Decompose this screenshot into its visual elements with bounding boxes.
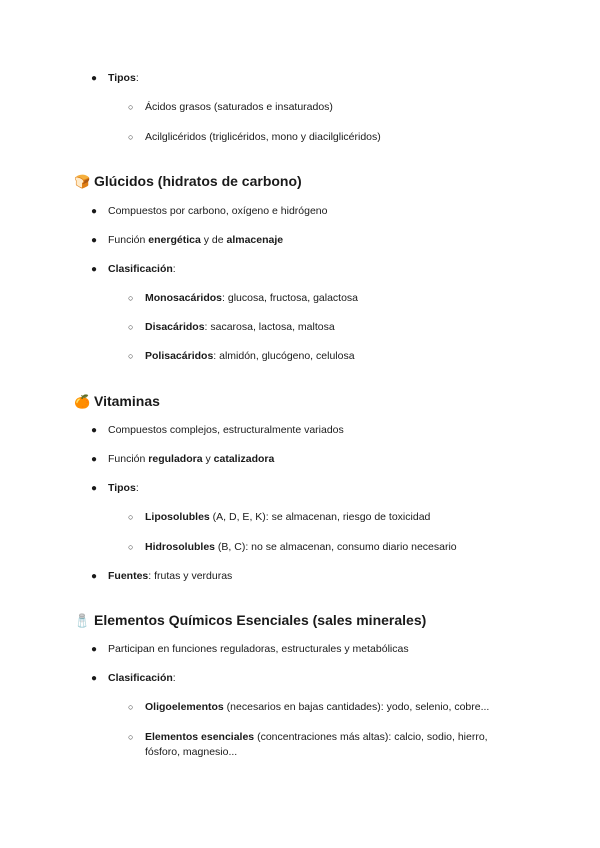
list-item bbox=[108, 233, 283, 248]
list-item: Compuestos por carbono, oxígeno e hidrógeno bbox=[108, 205, 328, 217]
bold-term: reguladora bbox=[148, 453, 203, 465]
sub-item bbox=[145, 700, 489, 715]
list-item-colon: : bbox=[172, 672, 176, 684]
section-heading-elementos bbox=[74, 611, 426, 630]
list-item-label: Clasificación bbox=[108, 263, 173, 275]
sub-item bbox=[145, 320, 335, 335]
sub-item: Acilglicéridos (triglicéridos, mono y diacilglicéridos) bbox=[145, 131, 381, 143]
text-segment: y bbox=[202, 453, 214, 465]
list-item bbox=[108, 262, 176, 277]
list-item bbox=[108, 452, 274, 467]
bold-term: Disacáridos bbox=[145, 321, 205, 333]
bold-term: almacenaje bbox=[226, 234, 284, 246]
sub-item bbox=[145, 510, 430, 525]
sub-item bbox=[145, 540, 457, 555]
bullet-circle: ○ bbox=[128, 322, 134, 332]
bullet-disc: ● bbox=[91, 206, 98, 217]
text-segment: (concentraciones más altas): calcio, sodio, hierro, bbox=[254, 731, 488, 743]
bullet-circle: ○ bbox=[128, 132, 134, 142]
list-item-colon: : bbox=[135, 482, 139, 494]
bullet-circle: ○ bbox=[128, 293, 134, 303]
bold-term: Liposolubles bbox=[145, 511, 210, 523]
text-segment: : sacarosa, lactosa, maltosa bbox=[204, 321, 335, 333]
text-segment: : almidón, glucógeno, celulosa bbox=[213, 350, 355, 362]
text-segment: (A, D, E, K): se almacenan, riesgo de toxicidad bbox=[209, 511, 431, 523]
bread-icon: 🍞 bbox=[74, 174, 91, 189]
bold-term: Oligoelementos bbox=[145, 701, 224, 713]
bold-term: Polisacáridos bbox=[145, 350, 214, 362]
bullet-disc: ● bbox=[91, 571, 98, 582]
list-item bbox=[108, 671, 176, 686]
bullet-circle: ○ bbox=[128, 512, 134, 522]
section-title: Glúcidos (hidratos de carbono) bbox=[94, 173, 302, 189]
list-item-label: Tipos bbox=[108, 482, 136, 494]
text-segment: (B, C): no se almacenan, consumo diario necesario bbox=[215, 541, 457, 553]
sub-item bbox=[145, 349, 355, 364]
bullet-disc: ● bbox=[91, 483, 98, 494]
bullet-disc: ● bbox=[91, 673, 98, 684]
list-item-colon: : bbox=[135, 72, 139, 84]
bullet-disc: ● bbox=[91, 73, 98, 84]
bullet-circle: ○ bbox=[128, 102, 134, 112]
bold-term: Hidrosolubles bbox=[145, 541, 216, 553]
bold-term: catalizadora bbox=[213, 453, 275, 465]
list-item-label: Tipos bbox=[108, 72, 136, 84]
bullet-disc: ● bbox=[91, 644, 98, 655]
text-segment: Función bbox=[108, 234, 149, 246]
text-segment: Función bbox=[108, 453, 149, 465]
bullet-circle: ○ bbox=[128, 732, 134, 742]
bold-term: Fuentes bbox=[108, 570, 149, 582]
bullet-circle: ○ bbox=[128, 351, 134, 361]
list-item-colon: : bbox=[172, 263, 176, 275]
bullet-disc: ● bbox=[91, 454, 98, 465]
section-heading-vitaminas bbox=[74, 392, 160, 411]
text-segment: : frutas y verduras bbox=[148, 570, 233, 582]
section-title: Elementos Químicos Esenciales (sales minerales) bbox=[94, 612, 427, 628]
section-title: Vitaminas bbox=[94, 393, 160, 409]
text-segment: : glucosa, fructosa, galactosa bbox=[222, 292, 359, 304]
bullet-circle: ○ bbox=[128, 542, 134, 552]
bullet-disc: ● bbox=[91, 235, 98, 246]
sub-item: Ácidos grasos (saturados e insaturados) bbox=[145, 101, 333, 113]
list-item bbox=[108, 569, 232, 584]
bold-term: energética bbox=[148, 234, 201, 246]
list-item: Participan en funciones reguladoras, estructurales y metabólicas bbox=[108, 643, 409, 655]
text-segment: (necesarios en bajas cantidades): yodo, selenio, cobre... bbox=[223, 701, 490, 713]
bold-term: Monosacáridos bbox=[145, 292, 223, 304]
orange-icon: 🍊 bbox=[74, 394, 91, 409]
bullet-disc: ● bbox=[91, 425, 98, 436]
list-item-label: Clasificación bbox=[108, 672, 173, 684]
sub-item bbox=[145, 730, 488, 745]
salt-shaker-icon: 🧂 bbox=[74, 613, 91, 628]
section-heading-glucidos bbox=[74, 172, 302, 191]
bullet-circle: ○ bbox=[128, 702, 134, 712]
bold-term: Elementos esenciales bbox=[145, 731, 255, 743]
sub-item-continuation: fósforo, magnesio... bbox=[145, 746, 238, 758]
bullet-disc: ● bbox=[91, 264, 98, 275]
list-item: Compuestos complejos, estructuralmente variados bbox=[108, 424, 344, 436]
list-item-tipos bbox=[108, 71, 139, 86]
text-segment: y de bbox=[200, 234, 227, 246]
sub-item bbox=[145, 291, 358, 306]
list-item bbox=[108, 481, 139, 496]
